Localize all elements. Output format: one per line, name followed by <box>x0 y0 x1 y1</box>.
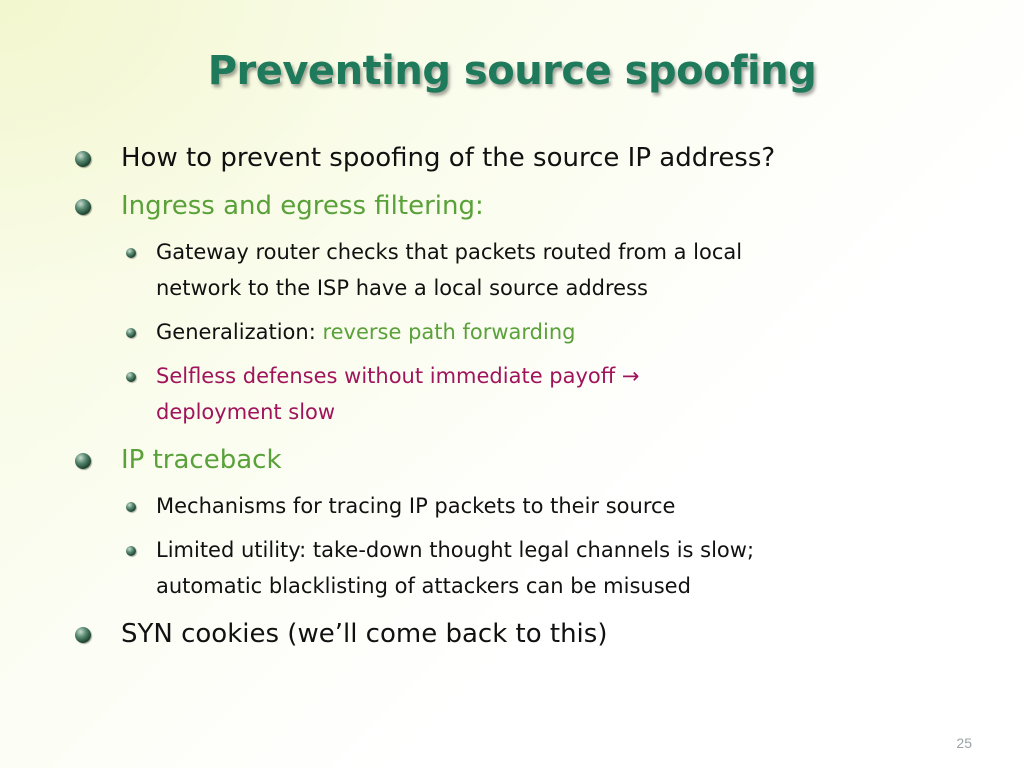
sub-bullet-item <box>0 488 1024 524</box>
small-sphere-bullet-icon <box>126 546 136 556</box>
bullet-item <box>0 186 1024 226</box>
sub-bullet-text: Gateway router checks that packets routed from a local <box>156 240 743 264</box>
small-sphere-bullet-icon <box>126 328 136 338</box>
small-sphere-bullet-icon <box>126 372 136 382</box>
bullet-text: SYN cookies (we’ll come back to this) <box>121 619 608 649</box>
sub-bullet-text: network to the ISP have a local source address <box>156 276 648 300</box>
sub-bullet-item <box>0 314 1024 350</box>
small-sphere-bullet-icon <box>126 248 136 258</box>
bullet-text-highlight: Ingress and egress filtering: <box>121 191 484 221</box>
sphere-bullet-icon <box>75 151 91 167</box>
sub-bullet-text: Limited utility: take-down thought legal channels is slow; <box>156 538 755 562</box>
sub-bullet-text: Mechanisms for tracing IP packets to their source <box>156 494 676 518</box>
bullet-list <box>0 138 1024 654</box>
bullet-text-highlight: IP traceback <box>121 445 282 475</box>
page-number: 25 <box>956 735 972 751</box>
small-sphere-bullet-icon <box>126 502 136 512</box>
sub-bullet-text: Selfless defenses without immediate payoff <box>156 364 622 388</box>
sub-bullet-text: automatic blacklisting of attackers can be misused <box>156 574 691 598</box>
sphere-bullet-icon <box>75 199 91 215</box>
bullet-text: How to prevent spoofing of the source IP address? <box>121 143 776 173</box>
sphere-bullet-icon <box>75 453 91 469</box>
right-arrow-icon: → <box>621 364 640 388</box>
sub-bullet-text: deployment slow <box>156 400 336 424</box>
sphere-bullet-icon <box>75 627 91 643</box>
sub-bullet-item <box>0 532 1024 604</box>
sub-bullet-text-highlight: reverse path forwarding <box>322 320 576 344</box>
sub-bullet-item <box>0 358 1024 430</box>
bullet-item <box>0 138 1024 178</box>
sub-bullet-item <box>0 234 1024 306</box>
sub-bullet-text: Generalization: <box>156 320 323 344</box>
bullet-item <box>0 614 1024 654</box>
bullet-item <box>0 440 1024 480</box>
slide-title: Preventing source spoofing <box>207 48 817 94</box>
